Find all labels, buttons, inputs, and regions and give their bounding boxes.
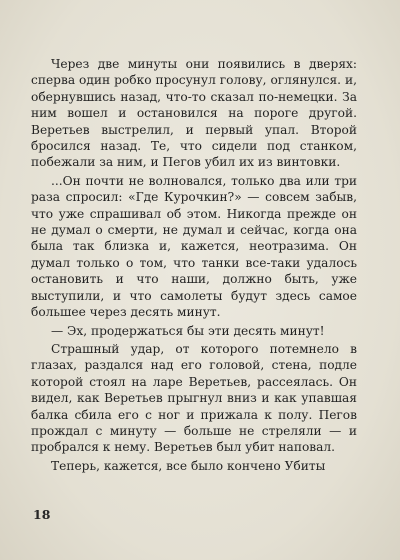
paragraph-explosion: Страшный удар, от которого потемнело в глазах, раздался над его головой, стена, подле которой стоял на ларе Веретьев, рассеялась. Он видел, как Веретьев прыгнул вниз и как упавшая балка сбила его с ног и прижала к полу. Пегов прождал с минуту — больше не стреляли — и пробрался к нему. Веретьев был убит наповал. <box>31 341 357 455</box>
paragraph-germans-appear: Через две минуты они появились в дверях: сперва один робко просунул голову, оглянулся. и, обернувшись назад, что-то сказал по-немецки. За ним вошел и остановился на пороге другой. Веретьев выстрелил, и первый упал. Второй бросился назад. Те, что сидели под станком, побежали за ним, и Пегов убил их из винтовки. <box>31 57 357 170</box>
body-text <box>31 56 357 476</box>
paragraph-ending: Теперь, кажется, все было кончено Убиты <box>51 458 326 473</box>
page-number: 18 <box>33 507 51 522</box>
paragraph-thoughts: ...Он почти не волновался, только два или три раза спросил: «Где Курочкин?» — совсем забыв, что уже спрашивал об этом. Никогда прежде он не думал о смерти, не думал и сейчас, когда она была так близка и, кажется, неотразима. Он думал только о том, что танки все-таки удалось остановить и что наши, должно быть, уже выступили, и что самолеты будут здесь самое большее через десять минут. <box>31 173 357 320</box>
paragraph-exclamation: — Эх, продержаться бы эти десять минут! <box>51 323 325 338</box>
